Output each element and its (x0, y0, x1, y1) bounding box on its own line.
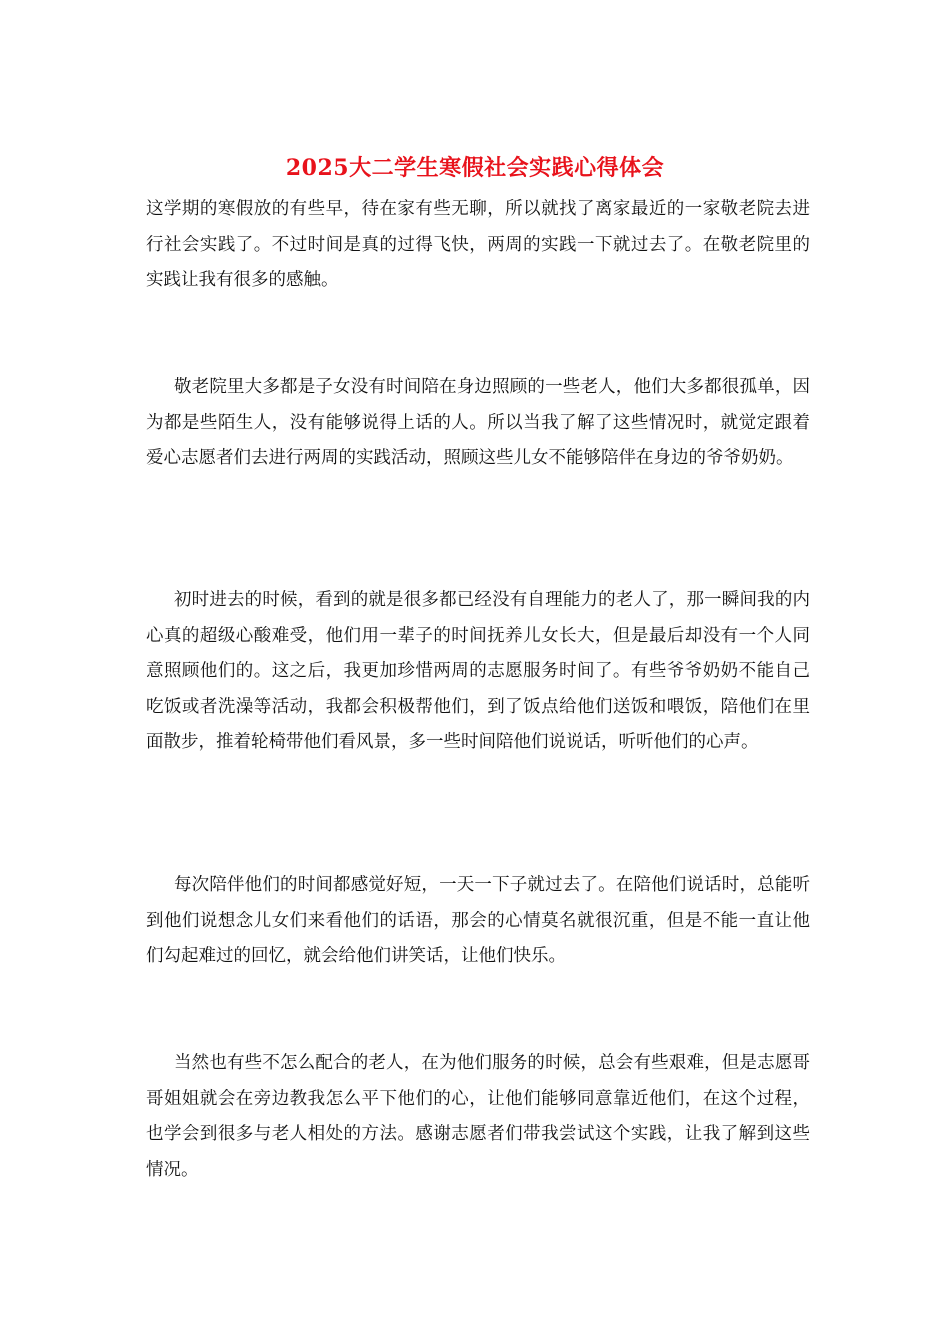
paragraph-2: 敬老院里大多都是子女没有时间陪在身边照顾的一些老人，他们大多都很孤单，因为都是些陌生人，没有能够说得上话的人。所以当我了解了这些情况时，就觉定跟着爱心志愿者们去进行两周的实践活动，照顾这些儿女不能够陪伴在身边的爷爷奶奶。 (146, 377, 810, 468)
paragraph-1: 这学期的寒假放的有些早，待在家有些无聊，所以就找了离家最近的一家敬老院去进行社会实践了。不过时间是真的过得飞快，两周的实践一下就过去了。在敬老院里的实践让我有很多的感触。 (146, 199, 810, 290)
paragraph-5: 当然也有些不怎么配合的老人，在为他们服务的时候，总会有些艰难，但是志愿哥哥姐姐就会在旁边教我怎么平下他们的心，让他们能够同意靠近他们，在这个过程，也学会到很多与老人相处的方法。感谢志愿者们带我尝试这个实践，让我了解到这些情况。 (146, 1053, 810, 1180)
document-title: 2025大二学生寒假社会实践心得体会 (285, 155, 665, 181)
paragraph-4: 每次陪伴他们的时间都感觉好短，一天一下子就过去了。在陪他们说话时，总能听到他们说想念儿女们来看他们的话语，那会的心情莫名就很沉重，但是不能一直让他们勾起难过的回忆，就会给他们讲笑话，让他们快乐。 (146, 875, 810, 966)
paragraph-3: 初时进去的时候，看到的就是很多都已经没有自理能力的老人了，那一瞬间我的内心真的超级心酸难受，他们用一辈子的时间抚养儿女长大，但是最后却没有一个人同意照顾他们的。这之后，我更加珍惜两周的志愿服务时间了。有些爷爷奶奶不能自己吃饭或者洗澡等活动，我都会积极帮他们，到了饭点给他们送饭和喂饭，陪他们在里面散步，推着轮椅带他们看风景，多一些时间陪他们说说话，听听他们的心声。 (146, 590, 810, 752)
